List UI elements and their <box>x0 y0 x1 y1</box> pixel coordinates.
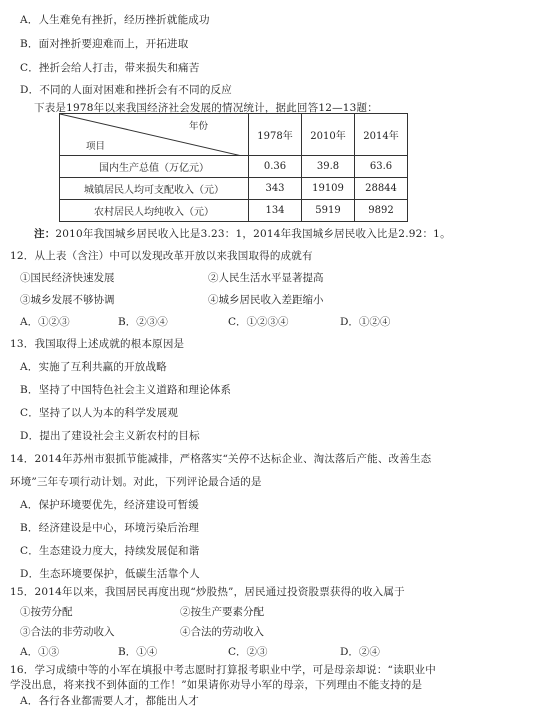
q13-option-c: C．坚持了以人为本的科学发展观 <box>20 407 179 419</box>
q15-item: ④合法的劳动收入 <box>180 626 264 638</box>
table-cell: 134 <box>249 200 302 222</box>
q13-option-b: B．坚持了中国特色社会主义道路和理论体系 <box>20 384 232 396</box>
table-cell: 19109 <box>302 178 355 200</box>
table-corner-cell <box>60 114 249 156</box>
note-text: 2010年我国城乡居民收入比是3.23：1，2014年我国城乡居民收入比是2.92：1。 <box>55 228 451 240</box>
q12-item: ④城乡居民收入差距缩小 <box>208 294 324 306</box>
row-label: 城镇居民人均可支配收入（元） <box>60 178 249 200</box>
option-d: D．不同的人面对困难和挫折会有不同的反应 <box>20 84 232 96</box>
year-header: 2014年 <box>355 114 408 156</box>
q13-option-a: A．实施了互利共赢的开放战略 <box>20 361 167 373</box>
q12-item: ②人民生活水平显著提高 <box>208 272 324 284</box>
table-note <box>34 226 451 241</box>
q12-choice-c: C．①②③④ <box>228 316 289 328</box>
year-header: 1978年 <box>249 114 302 156</box>
corner-item-label: 项目 <box>86 141 106 152</box>
q14-option-a: A．保护环境要优先，经济建设可暂缓 <box>20 499 199 511</box>
statistics-table <box>59 113 408 222</box>
q14-option-d: D．生态环境要保护，低碳生活靠个人 <box>20 568 200 580</box>
table-cell: 28844 <box>355 178 408 200</box>
question-14-stem-line2: 环境”三年专项行动计划。对此，下列评论最合适的是 <box>10 476 262 488</box>
question-13-stem: 13．我国取得上述成就的根本原因是 <box>10 338 185 350</box>
q15-choice-a: A．①③ <box>20 646 60 658</box>
question-14-stem-line1: 14．2014年苏州市狠抓节能减排，严格落实“关停不达标企业、淘汰落后产能、改善生态 <box>10 453 432 465</box>
table-cell: 5919 <box>302 200 355 222</box>
table-cell: 343 <box>249 178 302 200</box>
question-15-stem: 15．2014年以来，我国居民再度出现“炒股热”，居民通过投资股票获得的收入属于 <box>10 586 405 598</box>
q12-choice-b: B．②③④ <box>118 316 168 328</box>
table-cell: 9892 <box>355 200 408 222</box>
table-cell: 39.8 <box>302 156 355 178</box>
row-label: 国内生产总值（万亿元） <box>60 156 249 178</box>
row-label: 农村居民人均纯收入（元） <box>60 200 249 222</box>
q14-option-b: B．经济建设是中心，环境污染后治理 <box>20 522 200 534</box>
q15-item: ②按生产要素分配 <box>180 606 264 618</box>
q15-item: ①按劳分配 <box>20 606 73 618</box>
year-header: 2010年 <box>302 114 355 156</box>
question-16-stem-line1: 16．学习成绩中等的小军在填报中考志愿时打算报考职业中学，可是母亲却说：“读职业中 <box>10 664 436 676</box>
q12-item: ③城乡发展不够协调 <box>20 294 115 306</box>
table-intro: 下表是1978年以来我国经济社会发展的情况统计，据此回答12—13题： <box>34 102 378 114</box>
option-b: B．面对挫折要迎难而上，开拓进取 <box>20 38 189 50</box>
note-label: 注： <box>34 228 56 240</box>
q15-choice-d: D．②④ <box>340 646 380 658</box>
q15-choice-b: B．①④ <box>118 646 158 658</box>
table-cell: 0.36 <box>249 156 302 178</box>
q12-item: ①国民经济快速发展 <box>20 272 115 284</box>
corner-year-label: 年份 <box>188 121 208 132</box>
q15-item: ③合法的非劳动收入 <box>20 626 115 638</box>
q16-option-a: A．各行各业都需要人才，都能出人才 <box>20 695 199 707</box>
table-cell: 63.6 <box>355 156 408 178</box>
q14-option-c: C．生态建设力度大，持续发展促和谐 <box>20 545 200 557</box>
option-a: A．人生难免有挫折，经历挫折就能成功 <box>20 14 210 26</box>
q15-choice-c: C．②③ <box>228 646 268 658</box>
q12-choice-d: D．①②④ <box>340 316 391 328</box>
question-16-stem-line2: 学没出息，将来找不到体面的工作！”如果请你劝导小军的母亲，下列理由不能支持的是 <box>10 679 423 691</box>
q13-option-d: D．提出了建设社会主义新农村的目标 <box>20 430 200 442</box>
option-c: C．挫折会给人打击，带来损失和痛苦 <box>20 62 200 74</box>
q12-choice-a: A．①②③ <box>20 316 70 328</box>
question-12-stem: 12．从上表（含注）中可以发现改革开放以来我国取得的成就有 <box>10 250 313 262</box>
